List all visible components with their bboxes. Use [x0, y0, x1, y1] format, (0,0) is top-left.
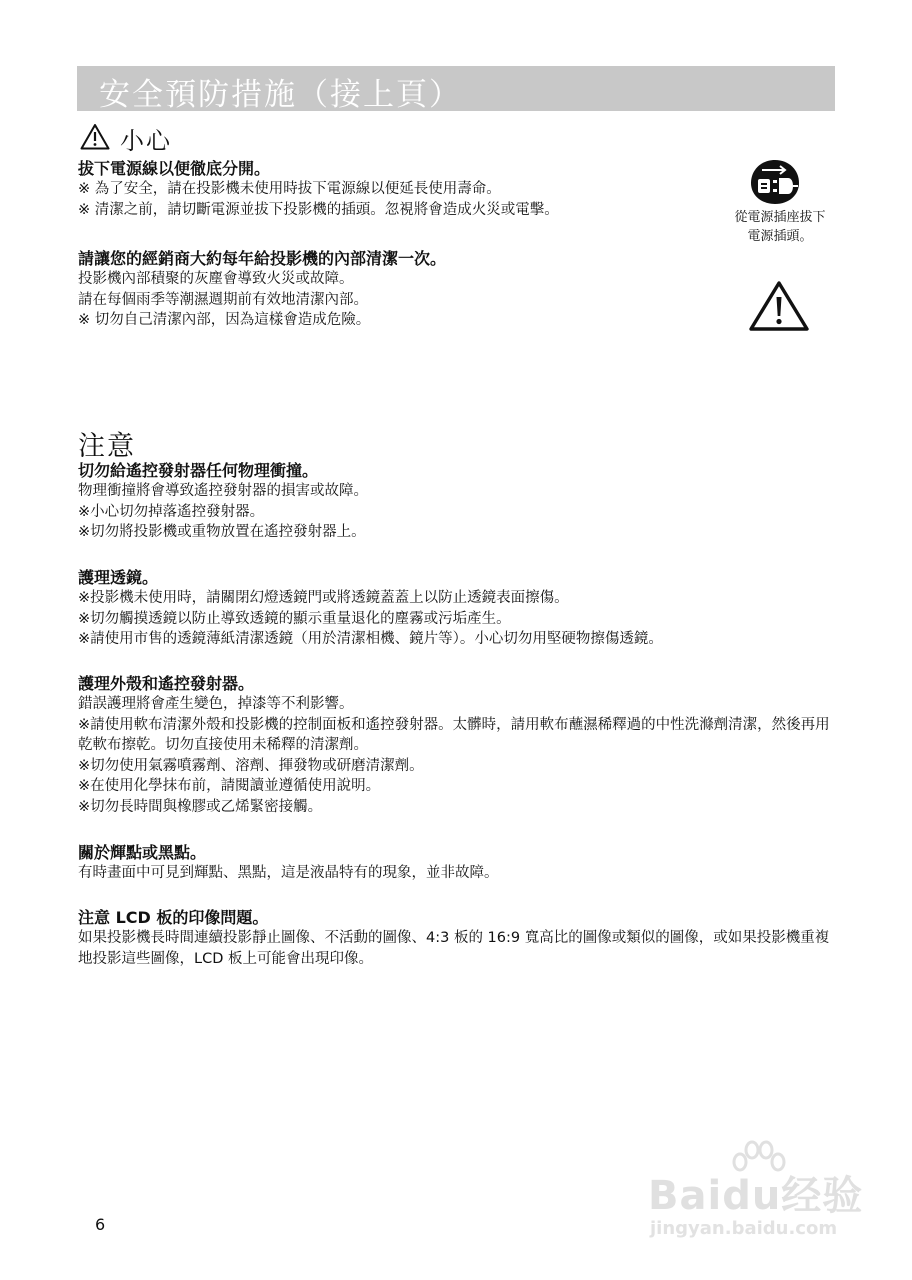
section-line: ※切勿觸摸透鏡以防止導致透鏡的顯示重量退化的塵霧或污垢產生。	[78, 610, 511, 627]
caution-label: 小心	[120, 126, 172, 155]
section-heading: 請讓您的經銷商大約每年給投影機的內部清潔一次。	[78, 249, 447, 268]
section-line: 如果投影機長時間連續投影靜止圖像、不活動的圖像、4:3 板的 16:9 寬高比的圖像或類似的圖像，或如果投影機重複地投影這些圖像，LCD 板上可能會出現印像。	[78, 930, 830, 967]
section-line: ※ 清潔之前，請切斷電源並拔下投影機的插頭。忽視將會造成火災或電擊。	[78, 201, 559, 218]
section-line: ※切勿長時間與橡膠或乙烯緊密接觸。	[78, 798, 323, 815]
page-number: 6	[95, 1215, 106, 1234]
section-line: 投影機內部積聚的灰塵會導致火災或故障。	[78, 271, 354, 287]
notice-section-lens-care	[78, 567, 840, 650]
notice-section-bright-dots	[78, 842, 840, 884]
section-line: 物理衝撞將會導致遙控發射器的損害或故障。	[78, 483, 368, 499]
section-heading: 切勿給遙控發射器任何物理衝撞。	[78, 461, 319, 480]
section-line: ※在使用化學抹布前，請閱讀並遵循使用說明。	[78, 778, 381, 794]
watermark-url: jingyan.baidu.com	[650, 1218, 838, 1239]
watermark	[648, 1140, 888, 1250]
section-heading: 注意 LCD 板的印像問題。	[78, 908, 269, 927]
section-line: ※ 為了安全，請在投影機未使用時拔下電源線以便延長使用壽命。	[78, 181, 501, 197]
caution-section-cleaning	[78, 248, 840, 331]
unplug-icon	[750, 159, 800, 205]
notice-heading: 注意	[78, 431, 136, 462]
section-line: 有時畫面中可見到輝點、黑點，這是液晶特有的現象，並非故障。	[78, 865, 499, 881]
section-line: ※小心切勿掉落遙控發射器。	[78, 503, 265, 520]
section-line: ※切勿使用氣霧噴霧劑、溶劑、揮發物或研磨清潔劑。	[78, 757, 424, 774]
title-bar	[77, 66, 835, 111]
section-heading: 拔下電源線以便徹底分開。	[78, 159, 271, 178]
section-line: ※請使用市售的透鏡薄紙清潔透鏡（用於清潔相機、鏡片等）。小心切勿用堅硬物擦傷透鏡。	[78, 631, 663, 647]
unplug-caption	[718, 208, 842, 246]
watermark-logo: Baidu经验	[648, 1173, 864, 1219]
notice-section-case-care	[78, 673, 840, 817]
notice-section-remote-shock	[78, 460, 840, 543]
caution-heading	[80, 122, 172, 154]
section-line: ※投影機未使用時，請關閉幻燈透鏡門或將透鏡蓋蓋上以防止透鏡表面擦傷。	[78, 590, 569, 606]
section-heading: 關於輝點或黑點。	[78, 843, 207, 862]
section-line: 錯誤護理將會產生變色，掉漆等不利影響。	[78, 696, 354, 712]
section-line: ※切勿將投影機或重物放置在遙控發射器上。	[78, 524, 366, 540]
warning-triangle-icon	[80, 123, 110, 154]
notice-section-lcd-burn-in	[78, 907, 840, 969]
page-title: 安全預防措施（接上頁）	[99, 77, 462, 113]
section-line: ※請使用軟布清潔外殼和投影機的控制面板和遙控發射器。太髒時，請用軟布蘸濕稀釋過的中性洗滌劑清潔，然後再用乾軟布擦乾。切勿直接使用未稀釋的清潔劑。	[78, 716, 830, 753]
section-line: ※ 切勿自己清潔內部，因為這樣會造成危險。	[78, 312, 371, 328]
section-heading: 護理外殼和遙控發射器。	[78, 674, 255, 693]
section-heading: 護理透鏡。	[78, 568, 159, 587]
section-line: 請在每個雨季等潮濕週期前有效地清潔內部。	[78, 291, 368, 308]
unplug-caption-line: 從電源插座拔下	[734, 210, 826, 225]
warning-triangle-icon	[748, 280, 810, 332]
unplug-caption-line: 電源插頭。	[747, 229, 813, 244]
